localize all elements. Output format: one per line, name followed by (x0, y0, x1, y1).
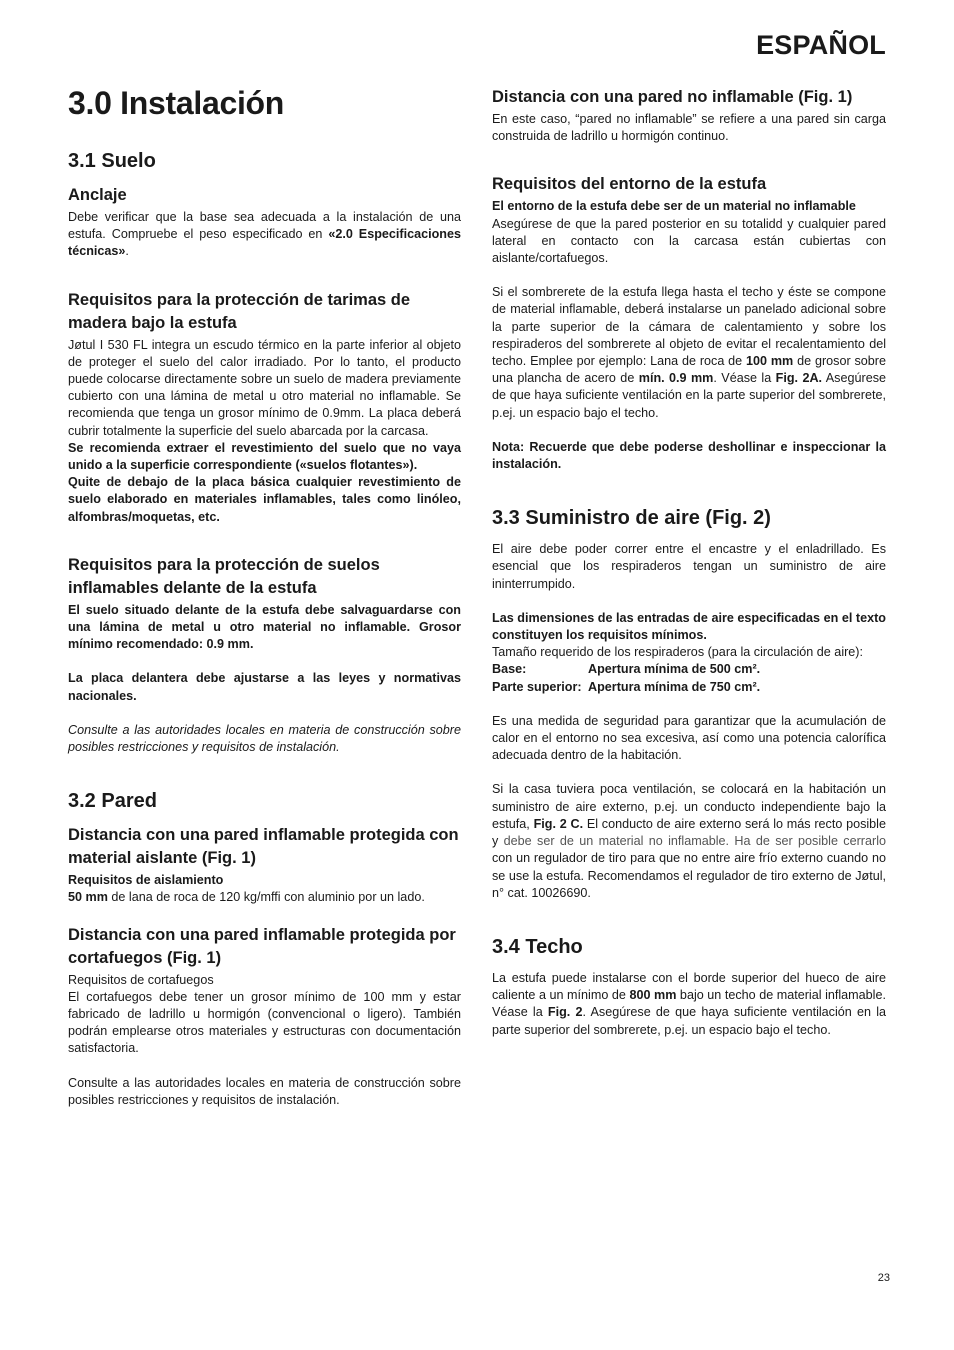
language-label: ESPAÑOL (756, 30, 886, 60)
cortafuegos-paragraph: El cortafuegos debe tener un grosor mínimo de 100 mm y estar fabricado de ladrillo u hormigón (convencional o ligero). También podrán emplearse otros materiales y estructuras con documentación satisfactoria. (68, 989, 461, 1056)
left-column (68, 84, 461, 1109)
sombrerete-paragraph: Si el sombrerete de la estufa llega hasta el techo y éste se compone de material inflamable, deberá instalarse un panelado adicional sobre la parte superior de la cámara de calentamiento y sobre los respiraderos del sombrerete al objeto de evitar el recalentamiento del techo. Emplee por ejemplo: Lana de roca de 100 mm de grosor sobre una plancha de acero de mín. 0.9 mm. Véase la Fig. 2A. Asegúrese de que haya suficiente ventilación en la parte superior del sombrerete, p.ej. un espacio bajo el techo. (492, 285, 886, 420)
tarimas-bold-1: Se recomienda extraer el revestimiento del suelo que no vaya unido a la superficie correspondiente («suelos flotantes»). (68, 440, 461, 473)
aire-paragraph-2: Es una medida de seguridad para garantizar que la acumulación de calor en el entorno no sea excesiva, así como una potencia calorífica adecuada dentro de la habitación. (492, 713, 886, 763)
parte-superior-label: Parte superior: (492, 679, 582, 694)
anclaje-heading: Anclaje (68, 186, 127, 204)
tarimas-bold-2: Quite de debajo de la placa básica cualquier revestimiento de suelo elaborado en materiales inflamables, tales como linóleo, alfombras/moquetas, etc. (68, 475, 461, 524)
section-3-3-heading: 3.3 Suministro de aire (Fig. 2) (492, 507, 771, 530)
anclaje-paragraph: Debe verificar que la base sea adecuada a la instalación de una estufa. Compruebe el peso especificado en «2.0 Especificaciones técnicas». (68, 210, 461, 259)
right-column (492, 86, 886, 1039)
tarimas-heading: Requisitos para la protección de tarimas de madera bajo la estufa (68, 290, 411, 332)
suelos-bold-1: El suelo situado delante de la estufa debe salvaguardarse con una lámina de metal u otro material no inflamable. Grosor mínimo recomendado: 0.9 mm. (68, 602, 461, 652)
page-number: 23 (877, 1272, 890, 1284)
nota-paragraph: Nota: Recuerde que debe poderse deshollinar e inspeccionar la instalación. (492, 439, 886, 472)
aislante-heading: Distancia con una pared inflamable protegida con material aislante (Fig. 1) (68, 826, 459, 868)
tarimas-paragraph: Jøtul I 530 FL integra un escudo térmico en la parte inferior al objeto de proteger el suelo del calor irradiado. Por lo tanto, el producto puede colocarse directamente sobre un suelo de madera previamente cubierto con una lámina de metal u otro material no inflamable. Se recomienda que tenga un grosor mínimo de 0.9mm. La placa deberá cubrir totalmente la superficie del suelo abarcada por la carcasa. (68, 337, 461, 438)
parte-superior-row (492, 679, 886, 696)
section-3-2-heading: 3.2 Pared (68, 790, 157, 813)
section-3-1-heading: 3.1 Suelo (68, 150, 156, 172)
no-inflamable-heading: Distancia con una pared no inflamable (Fig. 1) (492, 88, 853, 106)
suelos-italic-note: Consulte a las autoridades locales en materia de construcción sobre posibles restricciones y requisitos de instalación. (68, 722, 461, 755)
aislante-paragraph: 50 mm de lana de roca de 120 kg/mffi con aluminio por un lado. (68, 890, 425, 905)
suelos-bold-2: La placa delantera debe ajustarse a las leyes y normativas nacionales. (68, 671, 461, 703)
no-inflamable-paragraph: En este caso, “pared no inflamable” se refiere a una pared sin carga construida de ladrillo u hormigón continuo. (492, 112, 886, 144)
base-value: Apertura mínima de 500 cm². (588, 662, 761, 677)
page-title: 3.0 Instalación (68, 85, 285, 121)
cortafuegos-requirements-label: Requisitos de cortafuegos (68, 972, 214, 987)
section-3-4-heading: 3.4 Techo (492, 935, 583, 958)
aire-bold: Las dimensiones de las entradas de aire especificadas en el texto constituyen los requisitos mínimos. (492, 610, 886, 643)
aire-tamano: Tamaño requerido de los respiraderos (para la circulación de aire): (492, 645, 864, 660)
aislante-requirements-label: Requisitos de aislamiento (68, 873, 224, 888)
aire-paragraph-3: Si la casa tuviera poca ventilación, se colocará en la habitación un suministro de aire externo, p.ej. un conducto independiente bajo la estufa, Fig. 2 C. El conducto de aire externo será lo más recto posible y debe ser de un material no inflamable. Ha de ser posible cerrarlo con un regulador de tiro para que no entre aire frío externo cuando no se use la estufa. Recomendamos el regulador de tiro externo de Jøtul, n° cat. 10026690. (492, 782, 886, 900)
base-row (492, 661, 886, 678)
parte-superior-value: Apertura mínima de 750 cm². (588, 679, 761, 694)
entorno-paragraph: Asegúrese de que la pared posterior en su totalidd y cualquier pared lateral en contacto con la carcasa están cubiertas con aislante/cortafuegos. (492, 216, 886, 266)
aire-paragraph-1: El aire debe poder correr entre el encastre y el enladrillado. Es esencial que los respiraderos tengan un suministro de aire ininterrumpido. (492, 542, 886, 591)
base-label: Base: (492, 662, 527, 677)
techo-paragraph: La estufa puede instalarse con el borde superior del hueco de aire caliente a un mínimo de 800 mm bajo un techo de material inflamable. Véase la Fig. 2. Asegúrese de que haya suficiente ventilación en la parte superior del sombrerete, p.ej. un espacio bajo el techo. (492, 970, 886, 1037)
suelos-heading: Requisitos para la protección de suelos inflamables delante de la estufa (68, 555, 380, 597)
cortafuegos-heading: Distancia con una pared inflamable protegida por cortafuegos (Fig. 1) (68, 925, 456, 967)
cortafuegos-paragraph-2: Consulte a las autoridades locales en materia de construcción sobre posibles restricciones y requisitos de instalación. (68, 1075, 461, 1107)
entorno-heading: Requisitos del entorno de la estufa (492, 175, 767, 194)
entorno-bold: El entorno de la estufa debe ser de un material no inflamable (492, 199, 856, 214)
